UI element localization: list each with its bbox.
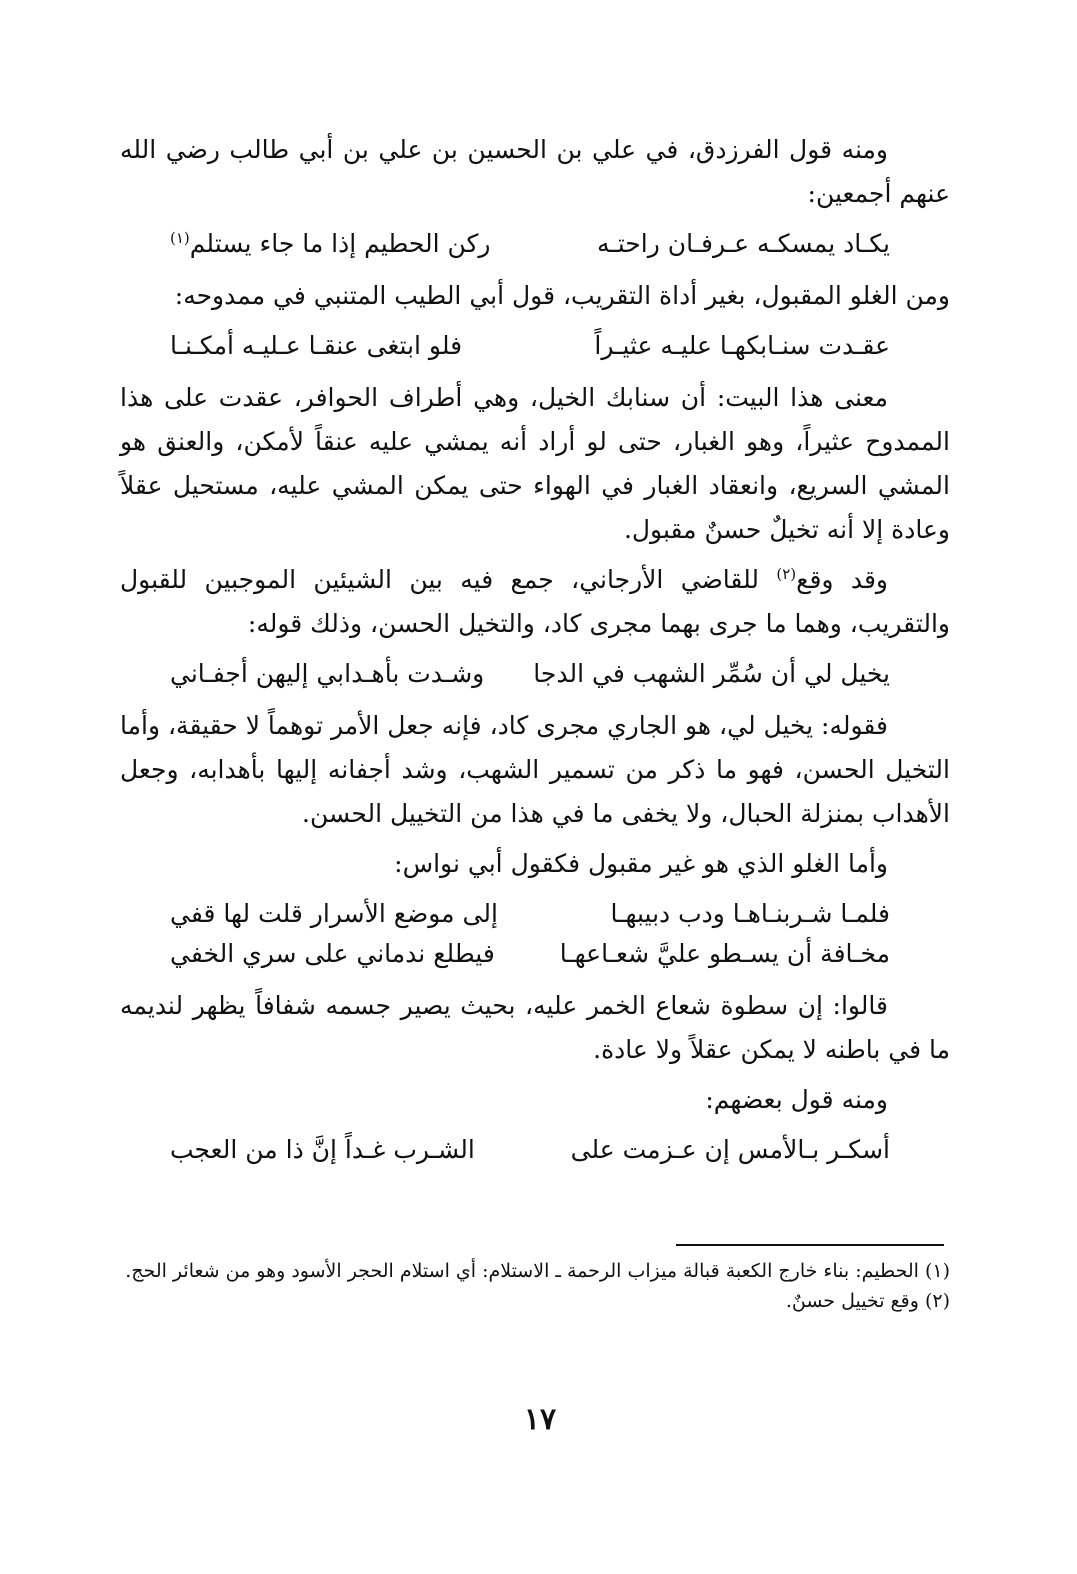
paragraph-2: ومن الغلو المقبول، بغير أداة التقريب، قول أبي الطيب المتنبي في ممدوحه: [174,281,950,310]
verse-4-second-hemistich: إلى موضع الأسرار قلت لها قفي [170,899,498,928]
verse-2-second-hemistich: فلو ابتغى عنقـا عـليـه أمكـنـا [170,331,463,360]
page-number: ١٧ [523,1402,557,1437]
verse-3-first-hemistich: يخيل لي أن سُمِّر الشهب في الدجا [533,659,890,688]
verse-6-first-hemistich: أسكـر بـالأمس إن عـزمت على [570,1135,890,1164]
footnote-separator [676,1244,944,1246]
paragraph-5: فقوله: يخيل لي، هو الجاري مجرى كاد، فإنه جعل الأمر توهماً لا حقيقة، وأما التخيل الحسن، فهو ما ذكر من تسمير الشهب، وشد أجفانه إليها بأهدابه، وجعل الأهداب بمنزلة الحبال، ولا يخفى ما في هذا من التخييل الحسن. [120,711,950,828]
paragraph-8: ومنه قول بعضهم: [705,1085,888,1114]
verse-2-first-hemistich: عقـدت سنـابكهـا عليـه عثيـراً [594,331,890,360]
footnote-marker-1: (١) [170,229,190,247]
paragraph-4-rest: للقاضي الأرجاني، جمع فيه بين الشيئين الموجبين للقبول والتقريب، وهما ما جرى بهما مجرى كاد، والتخيل الحسن، وذلك قوله: [120,565,950,638]
verse-1 [120,224,950,264]
verse-4 [120,894,950,934]
verse-6 [120,1130,950,1170]
verse-6-second-hemistich: الشـرب غـداً إنَّ ذا من العجب [170,1135,475,1164]
footnote-2: (٢) وقع تخييل حسنٌ. [785,1290,950,1312]
verse-1-first-hemistich: يكـاد يمسكـه عـرفـان راحتـه [597,229,890,258]
paragraph-3: معنى هذا البيت: أن سنابك الخيل، وهي أطراف الحوافر، عقدت على هذا الممدوح عثيراً، وهو الغبار، حتى لو أراد أنه يمشي عليه عنقاً لأمكن، والعنق هو المشي السريع، وانعقاد الغبار في الهواء حتى يمكن المشي عليه، مستحيل عقلاً وعادة إلا أنه تخيلٌ حسنٌ مقبول. [120,383,950,544]
paragraph-6: وأما الغلو الذي هو غير مقبول فكقول أبي نواس: [394,849,888,878]
verse-1-second-hemistich: ركن الحطيم إذا ما جاء يستلم [189,229,491,258]
verse-4-first-hemistich: فلمـا شـربنـاهـا ودب دبيبهـا [610,899,890,928]
footnotes [120,1256,950,1316]
paragraph-7: قالوا: إن سطوة شعاع الخمر عليه، بحيث يصير جسمه شفافاً يظهر لنديمه ما في باطنه لا يمكن عقلاً ولا عادة. [120,991,950,1064]
verse-block-abu-nuwas [120,894,950,974]
paragraph-4-start: وقد وقع [796,565,888,594]
footnote-1: (١) الحطيم: بناء خارج الكعبة قبالة ميزاب الرحمة ـ الاستلام: أي استلام الحجر الأسود وهو من شعائر الحج. [125,1260,950,1282]
footnote-marker-2: (٢) [776,565,797,583]
verse-1-second-hemistich-wrap [170,224,491,264]
verse-3-second-hemistich: وشـدت بأهـدابي إليهن أجفـاني [170,659,485,688]
verse-5-second-hemistich: فيطلع ندماني على سري الخفي [170,939,495,968]
verse-3 [120,654,950,694]
page-body [120,128,950,1180]
verse-5-first-hemistich: مخـافة أن يسـطو عليَّ شعـاعهـا [559,939,890,968]
verse-5 [120,934,950,974]
paragraph-4 [120,558,950,646]
verse-2 [120,326,950,366]
paragraph-1: ومنه قول الفرزدق، في علي بن الحسين بن علي بن أبي طالب رضي الله عنهم أجمعين: [120,135,950,208]
